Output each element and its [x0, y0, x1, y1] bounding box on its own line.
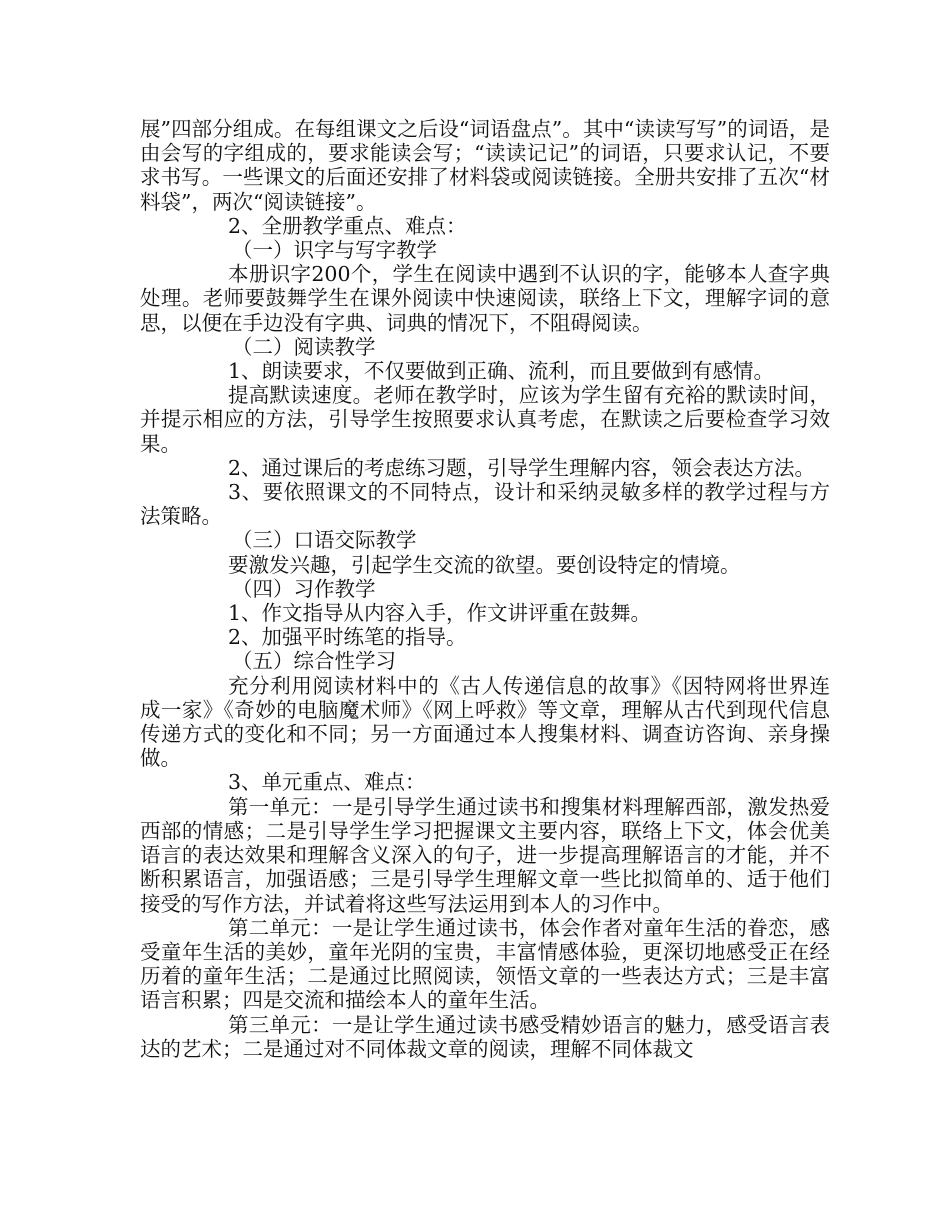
document-body: [140, 117, 830, 1061]
paragraph: 要激发兴趣，引起学生交流的欲望。要创设特定的情境。: [228, 552, 741, 577]
paragraph: 充分利用阅读材料中的《古人传递信息的故事》《因特网将世界连成一家》《奇妙的电脑魔术师》《网上呼救》等文章，理解从古代到现代信息传递方式的变化和不同；另一方面通过本人搜集材料、调查访咨询、亲身操做。: [140, 673, 830, 771]
paragraph: 1、作文指导从内容入手，作文讲评重在鼓舞。: [228, 601, 652, 626]
paragraph: 3、单元重点、难点：: [228, 770, 426, 795]
paragraph: 2、通过课后的考虑练习题，引导学生理解内容，领会表达方法。: [228, 455, 816, 480]
paragraph: 本册识字200个，学生在阅读中遇到不认识的字，能够本人查字典处理。老师要鼓舞学生在课外阅读中快速阅读，联络上下文，理解字词的意思，以便在手边没有字典、词典的情况下，不阻碍阅读。: [140, 262, 830, 335]
paragraph: （一）识字与写字教学: [232, 238, 437, 263]
paragraph: 2、加强平时练笔的指导。: [228, 625, 467, 650]
paragraph: 第二单元：一是让学生通过读书，体会作者对童年生活的眷恋，感受童年生活的美妙，童年光阴的宝贵，丰富情感体验，更深切地感受正在经历着的童年生活；二是通过比照阅读，领悟文章的一些表达方式；三是丰富语言积累；四是交流和描绘本人的童年生活。: [140, 915, 830, 1013]
paragraph: 提高默读速度。老师在教学时，应该为学生留有充裕的默读时间，并提示相应的方法，引导学生按照要求认真考虑，在默读之后要检查学习效果。: [140, 383, 830, 456]
paragraph: （二）阅读教学: [232, 334, 376, 359]
paragraph: 展”四部分组成。在每组课文之后设“词语盘点”。其中“读读写写”的词语，是由会写的字组成的，要求能读会写；“读读记记”的词语，只要求认记，不要求书写。一些课文的后面还安排了材料袋或阅读链接。全册共安排了五次“材料袋”，两次“阅读链接”。: [140, 117, 830, 214]
paragraph: （五）综合性学习: [232, 649, 396, 674]
paragraph: （四）习作教学: [232, 576, 376, 601]
paragraph: 1、朗读要求，不仅要做到正确、流利，而且要做到有感情。: [228, 359, 775, 384]
paragraph: 3、要依照课文的不同特点，设计和采纳灵敏多样的教学过程与方法策略。: [140, 480, 830, 529]
paragraph: 第三单元：一是让学生通过读书感受精妙语言的魅力，感受语言表达的艺术；二是通过对不同体裁文章的阅读，理解不同体裁文: [140, 1012, 830, 1061]
paragraph: 第一单元：一是引导学生通过读书和搜集材料理解西部，激发热爱西部的情感；二是引导学生学习把握课文主要内容，联络上下文，体会优美语言的表达效果和理解含义深入的句子，进一步提高理解语言的才能，并不断积累语言，加强语感；三是引导学生理解文章一些比拟简单的、适于他们接受的写作方法，并试着将这些写法运用到本人的习作中。: [140, 794, 830, 916]
paragraph: （三）口语交际教学: [232, 528, 417, 553]
paragraph: 2、全册教学重点、难点：: [228, 213, 467, 238]
